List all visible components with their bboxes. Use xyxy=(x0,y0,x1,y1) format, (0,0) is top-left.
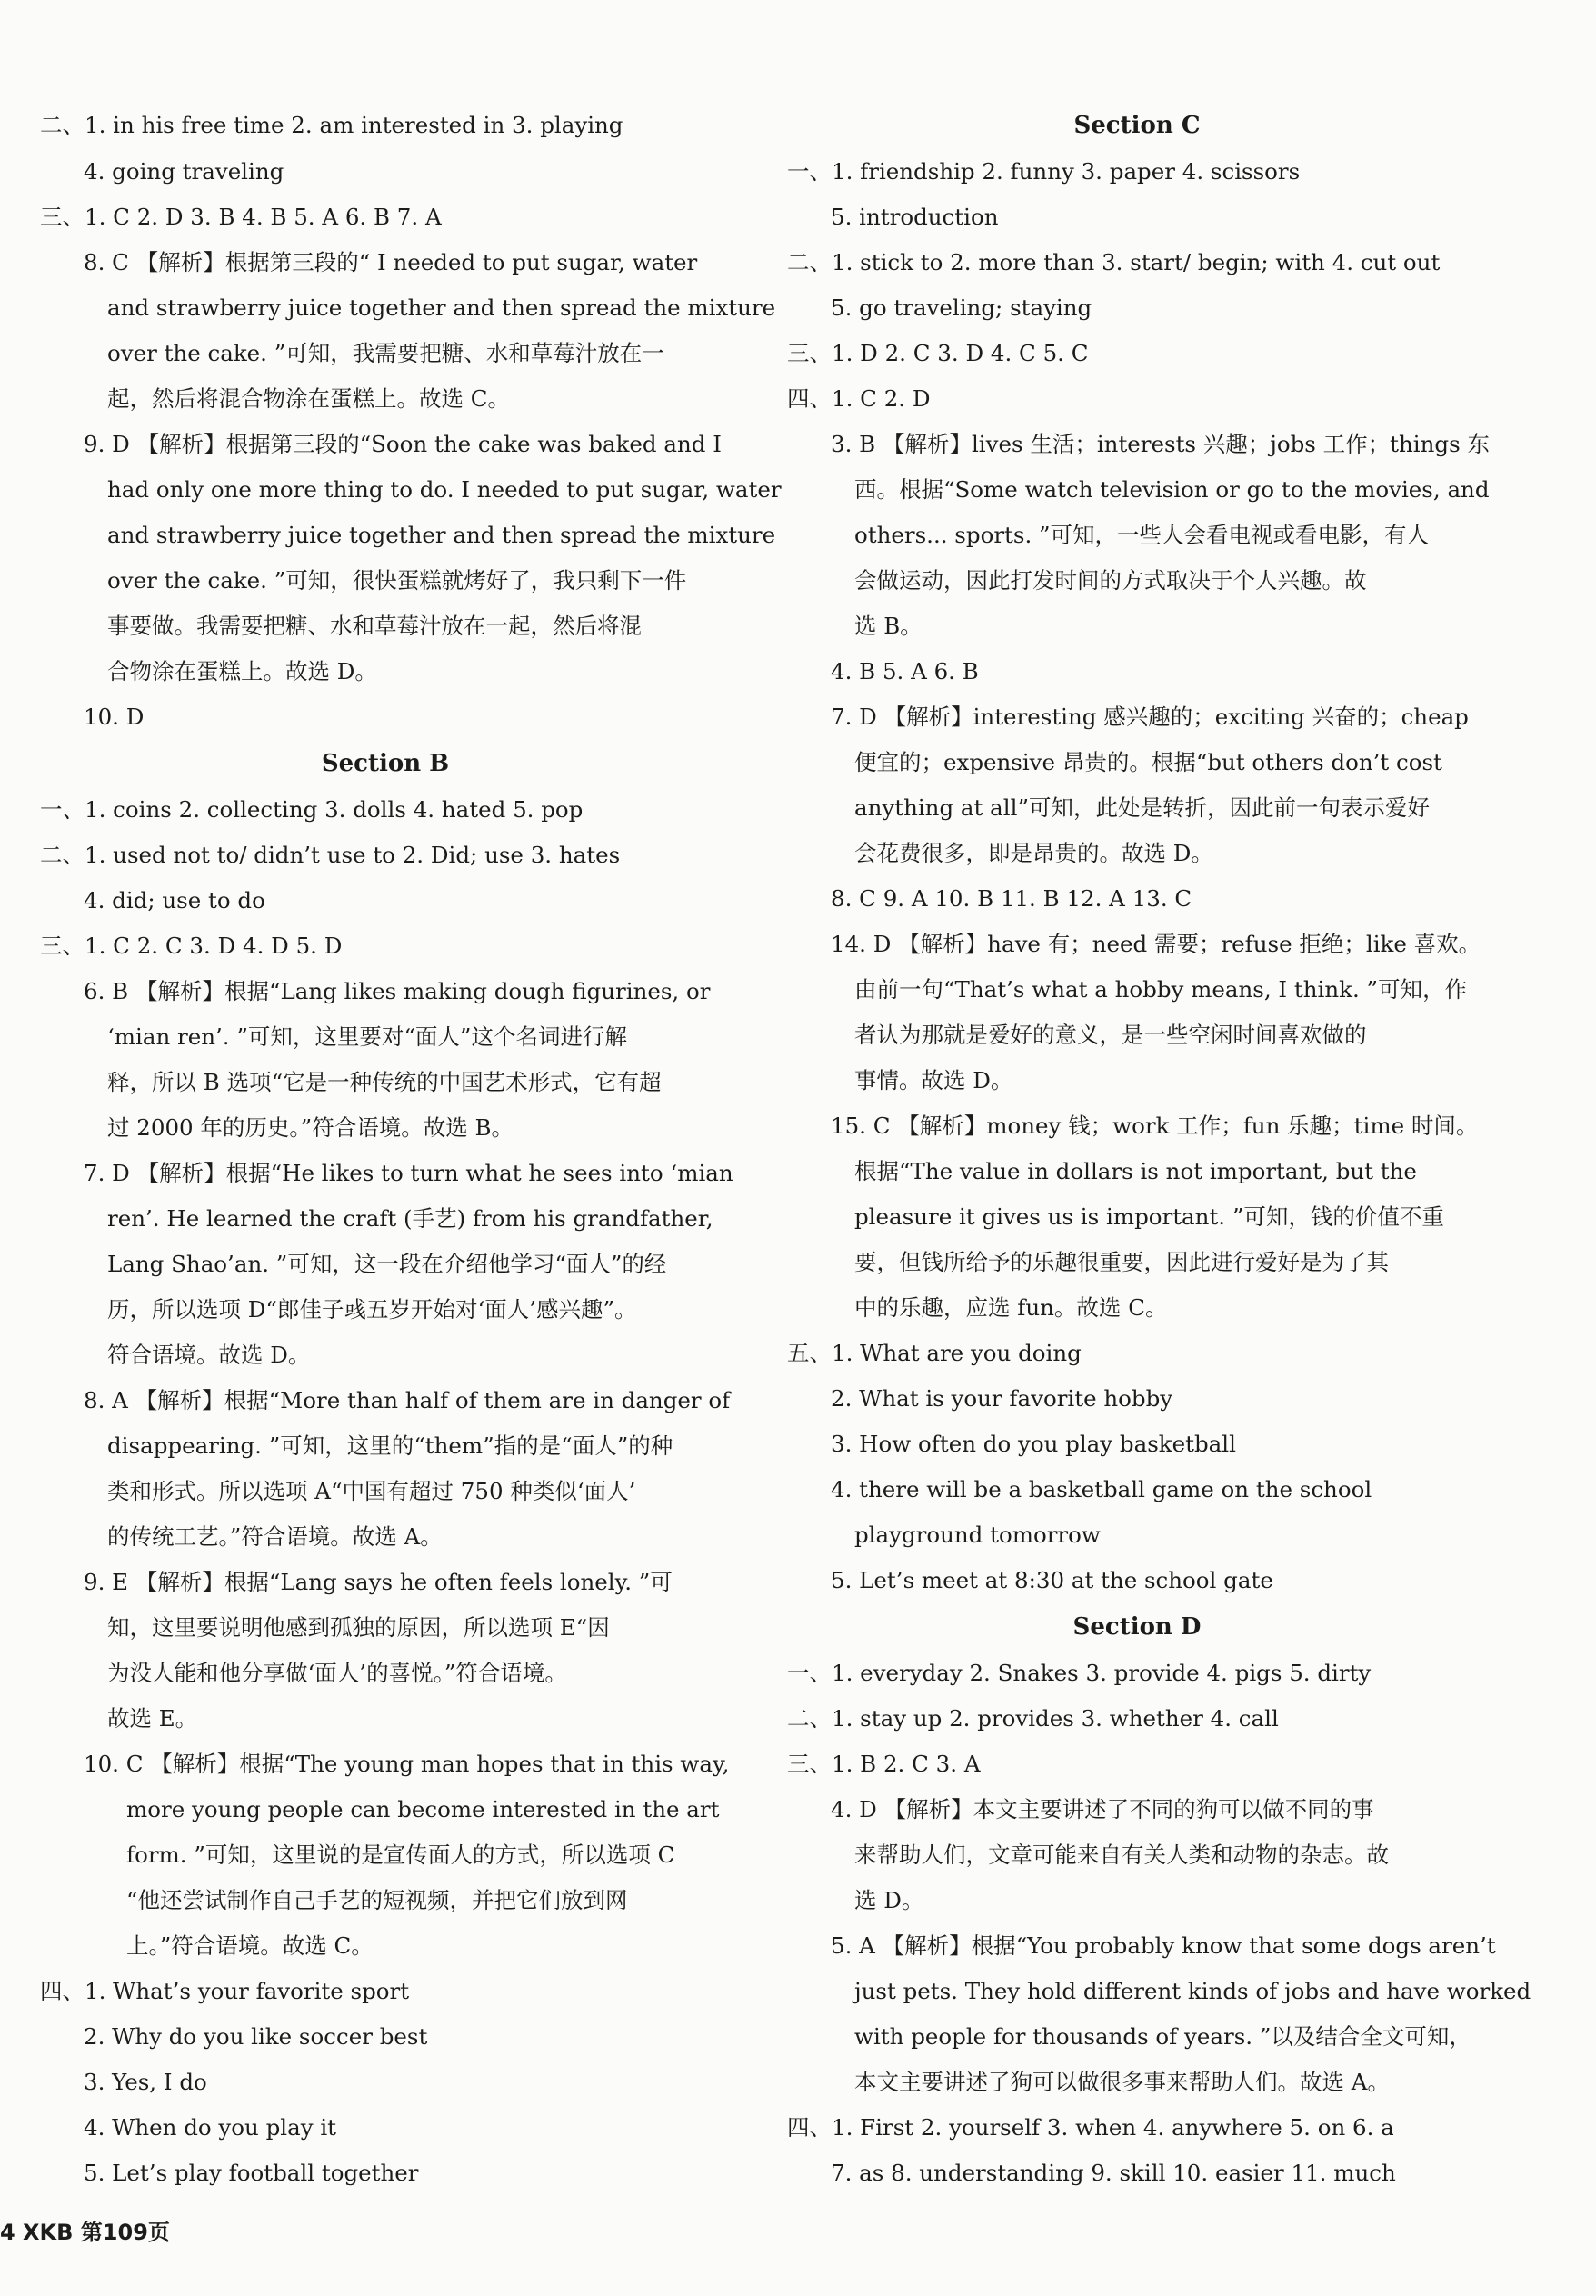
answer-line: 历，所以选项 D“郎佳子彧五岁开始对‘面人’感兴趣”。 xyxy=(107,1296,637,1323)
answer-line: with people for thousands of years. ”以及结合全文可知， xyxy=(854,2023,1471,2050)
answer-line: pleasure it gives us is important. ”可知，钱的价值不重 xyxy=(854,1203,1444,1230)
answer-line: 5. Let’s meet at 8:30 at the school gate xyxy=(831,1567,1273,1593)
answer-line: just pets. They hold different kinds of jobs and have worked xyxy=(854,1978,1531,2004)
answer-line: 4. D 【解析】本文主要讲述了不同的狗可以做不同的事 xyxy=(831,1796,1374,1822)
answer-line: 四、1. First 2. yourself 3. when 4. anywhere 5. on 6. a xyxy=(787,2114,1394,2141)
answer-line: 中的乐趣，应选 fun。故选 C。 xyxy=(854,1294,1168,1321)
answer-line: 符合语境。故选 D。 xyxy=(107,1342,311,1368)
answer-line: 选 B。 xyxy=(854,613,923,639)
answer-line: 要，但钱所给予的乐趣很重要，因此进行爱好是为了其 xyxy=(854,1249,1389,1275)
answer-line: 故选 E。 xyxy=(107,1705,198,1732)
answer-line: 15. C 【解析】money 钱；work 工作；fun 乐趣；time 时间。 xyxy=(831,1113,1479,1139)
answer-line: 者认为那就是爱好的意义，是一些空闲时间喜欢做的 xyxy=(854,1022,1367,1048)
answer-line: 三、1. C 2. D 3. B 4. B 5. A 6. B 7. A xyxy=(40,204,442,230)
answer-line: 2. What is your favorite hobby xyxy=(831,1385,1173,1412)
answer-line: 会做运动，因此打发时间的方式取决于个人兴趣。故 xyxy=(854,567,1367,594)
answer-line: 三、1. D 2. C 3. D 4. C 5. C xyxy=(787,340,1089,366)
answer-line: 过 2000 年的历史。”符合语境。故选 B。 xyxy=(107,1114,514,1141)
answer-line: 三、1. B 2. C 3. A xyxy=(787,1751,981,1777)
answer-line: over the cake. ”可知，很快蛋糕就烤好了，我只剩下一件 xyxy=(107,567,687,594)
answer-line: 4. did; use to do xyxy=(84,887,265,913)
answer-line: 7. as 8. understanding 9. skill 10. easier 11. much xyxy=(831,2160,1396,2186)
answer-line: 3. Yes, I do xyxy=(84,2069,207,2095)
answer-line: 10. C 【解析】根据“The young man hopes that in this way, xyxy=(84,1751,730,1777)
answer-line: 4. going traveling xyxy=(84,158,284,185)
answer-line: 6. B 【解析】根据“Lang likes making dough figurines, or xyxy=(84,978,711,1004)
answer-line: and strawberry juice together and then spread the mixture xyxy=(107,294,776,321)
answer-line: 二、1. stay up 2. provides 3. whether 4. call xyxy=(787,1705,1279,1732)
answer-line: “他还尝试制作自己手艺的短视频，并把它们放到网 xyxy=(126,1887,628,1913)
answer-line: anything at all”可知，此处是转折，因此前一句表示爱好 xyxy=(854,794,1430,821)
answer-line: 便宜的；expensive 昂贵的。根据“but others don’t cost xyxy=(854,749,1442,775)
answer-line: 类和形式。所以选项 A“中国有超过 750 种类似‘面人’ xyxy=(107,1478,636,1504)
answer-line: 一、1. friendship 2. funny 3. paper 4. scissors xyxy=(787,158,1301,185)
answer-line: ‘mian ren’. ”可知，这里要对“面人”这个名词进行解 xyxy=(107,1023,627,1050)
answer-line: 四、1. What’s your favorite sport xyxy=(40,1978,410,2004)
answer-line: 10. D xyxy=(84,704,145,730)
answer-line: ren’. He learned the craft (手艺) from his grandfather, xyxy=(107,1205,713,1232)
answer-line: 3. How often do you play basketball xyxy=(831,1431,1236,1457)
answer-line: 4. When do you play it xyxy=(84,2114,337,2141)
answer-line: and strawberry juice together and then spread the mixture xyxy=(107,522,776,548)
answer-line: 事要做。我需要把糖、水和草莓汁放在一起，然后将混 xyxy=(107,613,642,639)
answer-line: 5. introduction xyxy=(831,204,999,230)
answer-line: 5. Let’s play football together xyxy=(84,2160,419,2186)
answer-line: 四、1. C 2. D xyxy=(787,385,931,412)
answer-line: 释，所以 B 选项“它是一种传统的中国艺术形式，它有超 xyxy=(107,1069,662,1095)
answer-line: 8. C 【解析】根据第三段的“ I needed to put sugar, water xyxy=(84,249,698,275)
section-heading: Section C xyxy=(1073,112,1201,139)
answer-line: disappearing. ”可知，这里的“them”指的是“面人”的种 xyxy=(107,1433,673,1459)
section-heading: Section D xyxy=(1072,1613,1202,1641)
answer-line: 2. Why do you like soccer best xyxy=(84,2023,428,2050)
answer-line: 8. A 【解析】根据“More than half of them are in danger of xyxy=(84,1387,731,1413)
right-column xyxy=(787,102,1531,2196)
answer-line: 一、1. everyday 2. Snakes 3. provide 4. pigs 5. dirty xyxy=(787,1660,1372,1686)
answer-line: 本文主要讲述了狗可以做很多事来帮助人们。故选 A。 xyxy=(854,2069,1390,2095)
answer-line: 起，然后将混合物涂在蛋糕上。故选 C。 xyxy=(107,385,511,412)
answer-line: 来帮助人们，文章可能来自有关人类和动物的杂志。故 xyxy=(854,1842,1389,1868)
answer-line: 5. go traveling; staying xyxy=(831,294,1092,321)
answer-line: 3. B 【解析】lives 生活；interests 兴趣；jobs 工作；things 东 xyxy=(831,431,1490,457)
answer-line: others... sports. ”可知，一些人会看电视或看电影，有人 xyxy=(854,522,1430,548)
section-heading: Section B xyxy=(321,750,450,777)
answer-line: 的传统工艺。”符合语境。故选 A。 xyxy=(107,1523,443,1550)
answer-line: 选 D。 xyxy=(854,1887,924,1913)
answer-line: 二、1. in his free time 2. am interested in 3. playing xyxy=(40,112,623,138)
answer-line: 4. B 5. A 6. B xyxy=(831,658,979,684)
answer-line: form. ”可知，这里说的是宣传面人的方式，所以选项 C xyxy=(126,1842,675,1868)
answer-line: 一、1. coins 2. collecting 3. dolls 4. hated 5. pop xyxy=(40,796,584,823)
answer-line: 二、1. used not to/ didn’t use to 2. Did; use 3. hates xyxy=(40,842,621,868)
answer-line: 4. there will be a basketball game on the school xyxy=(831,1476,1372,1502)
answer-line: 14. D 【解析】have 有；need 需要；refuse 拒绝；like 喜欢。 xyxy=(831,931,1481,957)
answer-line: 根据“The value in dollars is not important, but the xyxy=(854,1158,1417,1184)
answer-line: 7. D 【解析】根据“He likes to turn what he sees into ‘mian xyxy=(84,1160,733,1186)
answer-line: 合物涂在蛋糕上。故选 D。 xyxy=(107,658,377,684)
answer-line: 上。”符合语境。故选 C。 xyxy=(126,1932,374,1959)
answer-line: 三、1. C 2. C 3. D 4. D 5. D xyxy=(40,933,343,959)
page-footer: 4 XKB 第109页 xyxy=(0,2220,170,2245)
answer-line: 西。根据“Some watch television or go to the movies, and xyxy=(854,476,1490,503)
answer-line: over the cake. ”可知，我需要把糖、水和草莓汁放在一 xyxy=(107,340,664,366)
answer-line: 9. D 【解析】根据第三段的“Soon the cake was baked and I xyxy=(84,431,722,457)
answer-line: more young people can become interested in the art xyxy=(126,1796,720,1822)
answer-line: 会花费很多，即是昂贵的。故选 D。 xyxy=(854,840,1213,866)
answer-line: 知，这里要说明他感到孤独的原因，所以选项 E“因 xyxy=(107,1614,610,1641)
answer-line: 五、1. What are you doing xyxy=(787,1340,1082,1366)
answer-line: 为没人能和他分享做‘面人’的喜悦。”符合语境。 xyxy=(107,1660,567,1686)
answer-line: 8. C 9. A 10. B 11. B 12. A 13. C xyxy=(831,885,1192,912)
answer-line: 5. A 【解析】根据“You probably know that some dogs aren’t xyxy=(831,1932,1496,1959)
answer-line: 事情。故选 D。 xyxy=(854,1067,1013,1093)
left-column xyxy=(40,102,782,2196)
answer-line: 二、1. stick to 2. more than 3. start/ begin; with 4. cut out xyxy=(787,249,1441,275)
answer-line: Lang Shao’an. ”可知，这一段在介绍他学习“面人”的经 xyxy=(107,1251,667,1277)
answer-line: 7. D 【解析】interesting 感兴趣的；exciting 兴奋的；cheap xyxy=(831,704,1469,730)
answer-line: had only one more thing to do. I needed to put sugar, water xyxy=(107,476,782,503)
answer-line: 9. E 【解析】根据“Lang says he often feels lonely. ”可 xyxy=(84,1569,673,1595)
answer-line: playground tomorrow xyxy=(854,1522,1101,1548)
answer-line: 由前一句“That’s what a hobby means, I think. ”可知，作 xyxy=(854,976,1468,1003)
